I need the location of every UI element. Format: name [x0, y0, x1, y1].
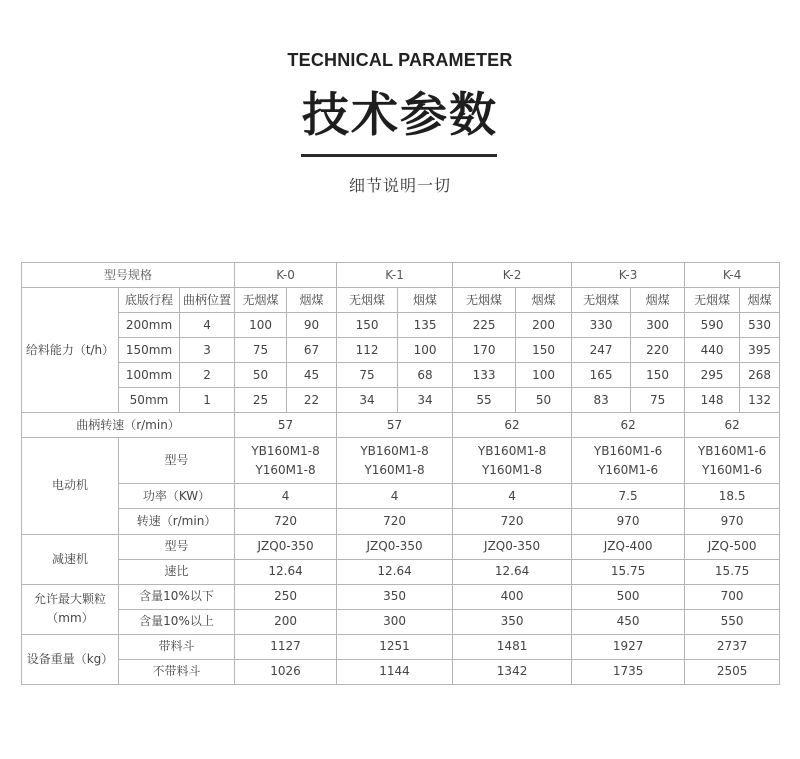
reducer-ratio-cell: 15.75 [685, 559, 780, 584]
table-row [22, 263, 780, 288]
coal-type-header: 烟煤 [740, 288, 780, 313]
weight-with-hopper-cell: 1251 [337, 634, 453, 659]
stroke-cell: 50mm [119, 388, 180, 413]
weight-with-hopper-cell: 1127 [235, 634, 337, 659]
motor-speed-cell: 720 [453, 509, 572, 534]
capacity-cell: 50 [516, 388, 572, 413]
capacity-cell: 148 [685, 388, 740, 413]
reducer-model-cell: JZQ-400 [572, 534, 685, 559]
capacity-cell: 25 [235, 388, 287, 413]
particle-above-cell: 450 [572, 609, 685, 634]
motor-power-cell: 4 [337, 484, 453, 509]
coal-type-header: 无烟煤 [453, 288, 516, 313]
reducer-label: 减速机 [22, 534, 119, 584]
max-particle-label: 允许最大颗粒 （mm） [22, 584, 119, 634]
table-row [22, 609, 780, 634]
weight-without-hopper-cell: 1735 [572, 659, 685, 684]
weight-with-hopper-cell: 2737 [685, 634, 780, 659]
motor-speed-cell: 720 [337, 509, 453, 534]
reducer-model-label: 型号 [119, 534, 235, 559]
stroke-cell: 100mm [119, 363, 180, 388]
motor-speed-cell: 970 [572, 509, 685, 534]
coal-type-header: 无烟煤 [337, 288, 398, 313]
coal-type-header: 无烟煤 [685, 288, 740, 313]
crank-position-cell: 3 [180, 338, 235, 363]
capacity-cell: 68 [398, 363, 453, 388]
capacity-cell: 90 [287, 313, 337, 338]
particle-above-label: 含量10%以上 [119, 609, 235, 634]
motor-power-cell: 4 [453, 484, 572, 509]
motor-power-cell: 18.5 [685, 484, 780, 509]
capacity-cell: 135 [398, 313, 453, 338]
capacity-cell: 100 [398, 338, 453, 363]
reducer-ratio-label: 速比 [119, 559, 235, 584]
crank-position-cell: 4 [180, 313, 235, 338]
particle-below-cell: 700 [685, 584, 780, 609]
weight-without-hopper-cell: 1026 [235, 659, 337, 684]
capacity-cell: 34 [398, 388, 453, 413]
stroke-cell: 200mm [119, 313, 180, 338]
table-row [22, 338, 780, 363]
capacity-cell: 247 [572, 338, 631, 363]
stroke-header: 底版行程 [119, 288, 180, 313]
table-row [22, 363, 780, 388]
reducer-ratio-cell: 12.64 [337, 559, 453, 584]
capacity-cell: 300 [631, 313, 685, 338]
motor-speed-cell: 970 [685, 509, 780, 534]
capacity-cell: 100 [235, 313, 287, 338]
capacity-cell: 200 [516, 313, 572, 338]
coal-type-header: 烟煤 [631, 288, 685, 313]
reducer-model-cell: JZQ0-350 [453, 534, 572, 559]
motor-model-label: 型号 [119, 438, 235, 484]
coal-type-header: 无烟煤 [572, 288, 631, 313]
particle-above-cell: 200 [235, 609, 337, 634]
motor-power-cell: 4 [235, 484, 337, 509]
capacity-cell: 170 [453, 338, 516, 363]
motor-label: 电动机 [22, 438, 119, 534]
capacity-cell: 150 [631, 363, 685, 388]
table-row [22, 313, 780, 338]
coal-type-header: 烟煤 [398, 288, 453, 313]
capacity-cell: 132 [740, 388, 780, 413]
capacity-cell: 220 [631, 338, 685, 363]
capacity-cell: 22 [287, 388, 337, 413]
crank-speed-cell: 62 [453, 413, 572, 438]
particle-below-label: 含量10%以下 [119, 584, 235, 609]
capacity-cell: 75 [337, 363, 398, 388]
coal-type-header: 烟煤 [516, 288, 572, 313]
english-title: TECHNICAL PARAMETER [287, 50, 513, 70]
capacity-label: 给料能力（t/h） [22, 288, 119, 413]
particle-above-cell: 350 [453, 609, 572, 634]
particle-below-cell: 250 [235, 584, 337, 609]
capacity-cell: 440 [685, 338, 740, 363]
weight-without-hopper-cell: 2505 [685, 659, 780, 684]
table-row [22, 559, 780, 584]
title-divider [301, 154, 497, 157]
coal-type-header: 烟煤 [287, 288, 337, 313]
capacity-cell: 150 [337, 313, 398, 338]
capacity-cell: 50 [235, 363, 287, 388]
particle-below-cell: 400 [453, 584, 572, 609]
capacity-cell: 34 [337, 388, 398, 413]
model-header: K-2 [453, 263, 572, 288]
capacity-cell: 295 [685, 363, 740, 388]
crank-speed-cell: 62 [572, 413, 685, 438]
table-row [22, 413, 780, 438]
page-title: 技术参数 [302, 88, 498, 143]
table-row [22, 288, 780, 313]
capacity-cell: 75 [631, 388, 685, 413]
particle-below-cell: 500 [572, 584, 685, 609]
subtitle: 细节说明一切 [348, 176, 451, 195]
capacity-cell: 45 [287, 363, 337, 388]
parameter-table [21, 262, 780, 685]
particle-above-cell: 550 [685, 609, 780, 634]
motor-speed-cell: 720 [235, 509, 337, 534]
table-row [22, 388, 780, 413]
capacity-cell: 55 [453, 388, 516, 413]
crank-position-cell: 2 [180, 363, 235, 388]
capacity-cell: 530 [740, 313, 780, 338]
capacity-cell: 83 [572, 388, 631, 413]
motor-power-label: 功率（KW） [119, 484, 235, 509]
motor-model-cell: YB160M1-6 Y160M1-6 [685, 438, 780, 484]
motor-model-cell: YB160M1-8 Y160M1-8 [337, 438, 453, 484]
table-row [22, 534, 780, 559]
crank-position-header: 曲柄位置 [180, 288, 235, 313]
capacity-cell: 67 [287, 338, 337, 363]
weight-with-hopper-label: 带料斗 [119, 634, 235, 659]
capacity-cell: 100 [516, 363, 572, 388]
weight-without-hopper-cell: 1144 [337, 659, 453, 684]
capacity-cell: 225 [453, 313, 516, 338]
crank-speed-cell: 57 [337, 413, 453, 438]
model-header: K-0 [235, 263, 337, 288]
table-row [22, 659, 780, 684]
capacity-cell: 268 [740, 363, 780, 388]
reducer-model-cell: JZQ0-350 [337, 534, 453, 559]
capacity-cell: 133 [453, 363, 516, 388]
table-row [22, 634, 780, 659]
model-header: K-4 [685, 263, 780, 288]
reducer-ratio-cell: 12.64 [235, 559, 337, 584]
reducer-model-cell: JZQ-500 [685, 534, 780, 559]
reducer-ratio-cell: 12.64 [453, 559, 572, 584]
reducer-ratio-cell: 15.75 [572, 559, 685, 584]
crank-speed-cell: 62 [685, 413, 780, 438]
stroke-cell: 150mm [119, 338, 180, 363]
coal-type-header: 无烟煤 [235, 288, 287, 313]
capacity-cell: 590 [685, 313, 740, 338]
particle-below-cell: 350 [337, 584, 453, 609]
reducer-model-cell: JZQ0-350 [235, 534, 337, 559]
motor-model-cell: YB160M1-6 Y160M1-6 [572, 438, 685, 484]
capacity-cell: 395 [740, 338, 780, 363]
capacity-cell: 150 [516, 338, 572, 363]
weight-label: 设备重量（kg） [22, 634, 119, 684]
motor-model-cell: YB160M1-8 Y160M1-8 [235, 438, 337, 484]
model-header: K-1 [337, 263, 453, 288]
particle-above-cell: 300 [337, 609, 453, 634]
spec-header: 型号规格 [22, 263, 235, 288]
model-header: K-3 [572, 263, 685, 288]
motor-power-cell: 7.5 [572, 484, 685, 509]
weight-with-hopper-cell: 1927 [572, 634, 685, 659]
weight-without-hopper-cell: 1342 [453, 659, 572, 684]
capacity-cell: 112 [337, 338, 398, 363]
table-row [22, 584, 780, 609]
weight-without-hopper-label: 不带料斗 [119, 659, 235, 684]
motor-model-cell: YB160M1-8 Y160M1-8 [453, 438, 572, 484]
motor-speed-label: 转速（r/min） [119, 509, 235, 534]
capacity-cell: 165 [572, 363, 631, 388]
crank-speed-cell: 57 [235, 413, 337, 438]
table-row [22, 509, 780, 534]
crank-position-cell: 1 [180, 388, 235, 413]
table-row [22, 438, 780, 484]
table-row [22, 484, 780, 509]
capacity-cell: 330 [572, 313, 631, 338]
crank-speed-label: 曲柄转速（r/min） [22, 413, 235, 438]
weight-with-hopper-cell: 1481 [453, 634, 572, 659]
capacity-cell: 75 [235, 338, 287, 363]
